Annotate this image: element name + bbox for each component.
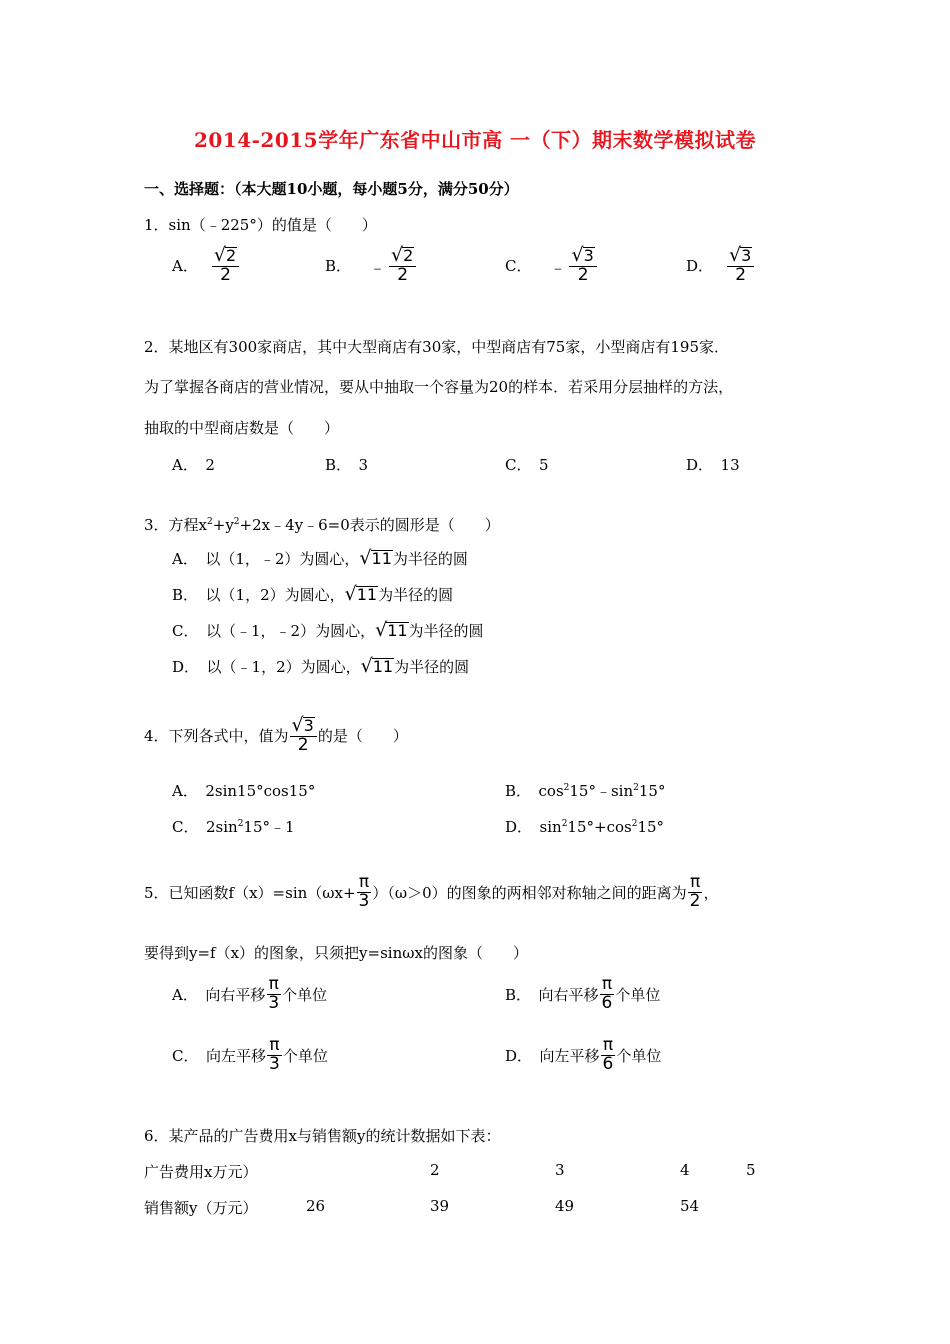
question-5-stem: 5．已知函数f（x）=sin（ωx+ $\frac{\pi}{3}$ ）（ω＞0）的图象的两相邻对称轴之间的距离为 $\frac{\pi}{2}$ ， bbox=[144, 872, 719, 911]
table-cell: 2 bbox=[430, 1161, 440, 1179]
q1-option-d bbox=[686, 246, 755, 285]
table-cell: 54 bbox=[680, 1197, 700, 1215]
question-4-stem: 4．下列各式中，值为 √ 3 2 的是（ ） bbox=[144, 714, 408, 755]
q2-option-c: C． 5 bbox=[505, 456, 549, 474]
question-1-stem: 1．sin（﹣225°）的值是（ ） bbox=[144, 216, 377, 234]
table-row-label: 销售额y（万元） bbox=[144, 1199, 258, 1217]
fraction: √ 2 2 bbox=[389, 246, 416, 285]
sqrt: √ 11 bbox=[359, 547, 392, 569]
question-2-line-1: 2．某地区有300家商店，其中大型商店有30家，中型商店有75家，小型商店有195家． bbox=[144, 338, 729, 356]
option-label: A． bbox=[172, 256, 198, 275]
question-2-line-3: 抽取的中型商店数是（ ） bbox=[144, 419, 340, 437]
fraction: $\frac{\pi}{3}$ bbox=[268, 974, 280, 1013]
table-cell: 49 bbox=[555, 1197, 575, 1215]
q3-option-d: D． 以（﹣1，2）为圆心， √ 11 为半径的圆 bbox=[172, 655, 470, 677]
fraction: √ 2 2 bbox=[212, 246, 239, 285]
table-cell: 4 bbox=[680, 1161, 690, 1179]
q1-option-b bbox=[325, 246, 417, 285]
q2-option-a: A． 2 bbox=[172, 456, 215, 474]
q3-option-b: B． 以（1，2）为圆心， √ 11 为半径的圆 bbox=[172, 583, 454, 605]
q5-option-d: D． 向左平移 $\frac{\pi}{6}$ 个单位 bbox=[505, 1035, 662, 1074]
sqrt: √ 2 bbox=[213, 244, 237, 266]
sqrt: √ 3 bbox=[571, 244, 594, 266]
sqrt: √ 3 bbox=[291, 714, 314, 736]
question-5-line-2: 要得到y=f（x）的图象，只须把y=sinωx的图象（ ） bbox=[144, 944, 528, 962]
table-cell: 26 bbox=[306, 1197, 326, 1215]
question-2-line-2: 为了掌握各商店的营业情况，要从中抽取一个容量为20的样本．若采用分层抽样的方法， bbox=[144, 378, 734, 396]
option-label: C． bbox=[505, 256, 532, 275]
page-title: 2014-2015学年广东省中山市高 一（下）期末数学模拟试卷 bbox=[193, 128, 757, 152]
table-row-label: 广告费用x万元） bbox=[144, 1163, 258, 1181]
q4-option-a: A． 2sin15°cos15° bbox=[172, 782, 316, 800]
q2-option-d: D． 13 bbox=[686, 456, 740, 474]
minus-sign: ﹣ bbox=[369, 257, 387, 278]
table-cell: 39 bbox=[430, 1197, 450, 1215]
question-3-stem: 3．方程$x^2+y^2+2x﹣4y﹣6=0$表示的圆形是（ ） bbox=[144, 516, 500, 534]
fraction: √ 3 2 bbox=[569, 246, 596, 285]
q1-option-c bbox=[505, 246, 598, 285]
fraction: $\frac{\pi}{3}$ bbox=[268, 1035, 280, 1074]
question-6-stem: 6．某产品的广告费用x与销售额y的统计数据如下表： bbox=[144, 1127, 501, 1145]
q4-option-c: C． $2\sin^215^\circ﹣1$ bbox=[172, 818, 295, 836]
q3-option-c: C． 以（﹣1，﹣2）为圆心， √ 11 为半径的圆 bbox=[172, 619, 484, 641]
table-cell: 5 bbox=[746, 1161, 756, 1179]
fraction: $\frac{\pi}{3}$ bbox=[358, 872, 370, 911]
minus-sign: ﹣ bbox=[549, 257, 567, 278]
option-label: B． bbox=[325, 256, 352, 275]
fraction: √ 3 2 bbox=[727, 246, 754, 285]
q5-option-c: C． 向左平移 $\frac{\pi}{3}$ 个单位 bbox=[172, 1035, 328, 1074]
fraction: $\frac{\pi}{2}$ bbox=[689, 872, 701, 911]
sqrt: √ 2 bbox=[391, 244, 414, 266]
q3-option-a: A． 以（1，﹣2）为圆心， √ 11 为半径的圆 bbox=[172, 547, 468, 569]
q5-option-a: A． 向右平移 $\frac{\pi}{3}$ 个单位 bbox=[172, 974, 328, 1013]
sqrt: √ 11 bbox=[360, 655, 394, 677]
q4-option-b: B． $\cos^215^\circ﹣\sin^215^\circ$ bbox=[505, 782, 666, 800]
sqrt: √ 11 bbox=[375, 619, 408, 641]
q2-option-b: B． 3 bbox=[325, 456, 369, 474]
fraction: $\frac{\pi}{6}$ bbox=[601, 974, 613, 1013]
fraction: $\frac{\pi}{6}$ bbox=[602, 1035, 614, 1074]
sqrt: √ 3 bbox=[729, 244, 752, 266]
q4-option-d: D． $\sin^215^\circ+\cos^215^\circ$ bbox=[505, 818, 665, 836]
section-heading: 一、选择题：（本大题10小题，每小题5分，满分50分） bbox=[144, 180, 519, 198]
q1-option-a bbox=[172, 246, 240, 285]
option-label: D． bbox=[686, 256, 714, 275]
fraction: √ 3 2 bbox=[290, 716, 317, 755]
table-cell: 3 bbox=[555, 1161, 565, 1179]
q5-option-b: B． 向右平移 $\frac{\pi}{6}$ 个单位 bbox=[505, 974, 661, 1013]
sqrt: √ 11 bbox=[344, 583, 378, 605]
